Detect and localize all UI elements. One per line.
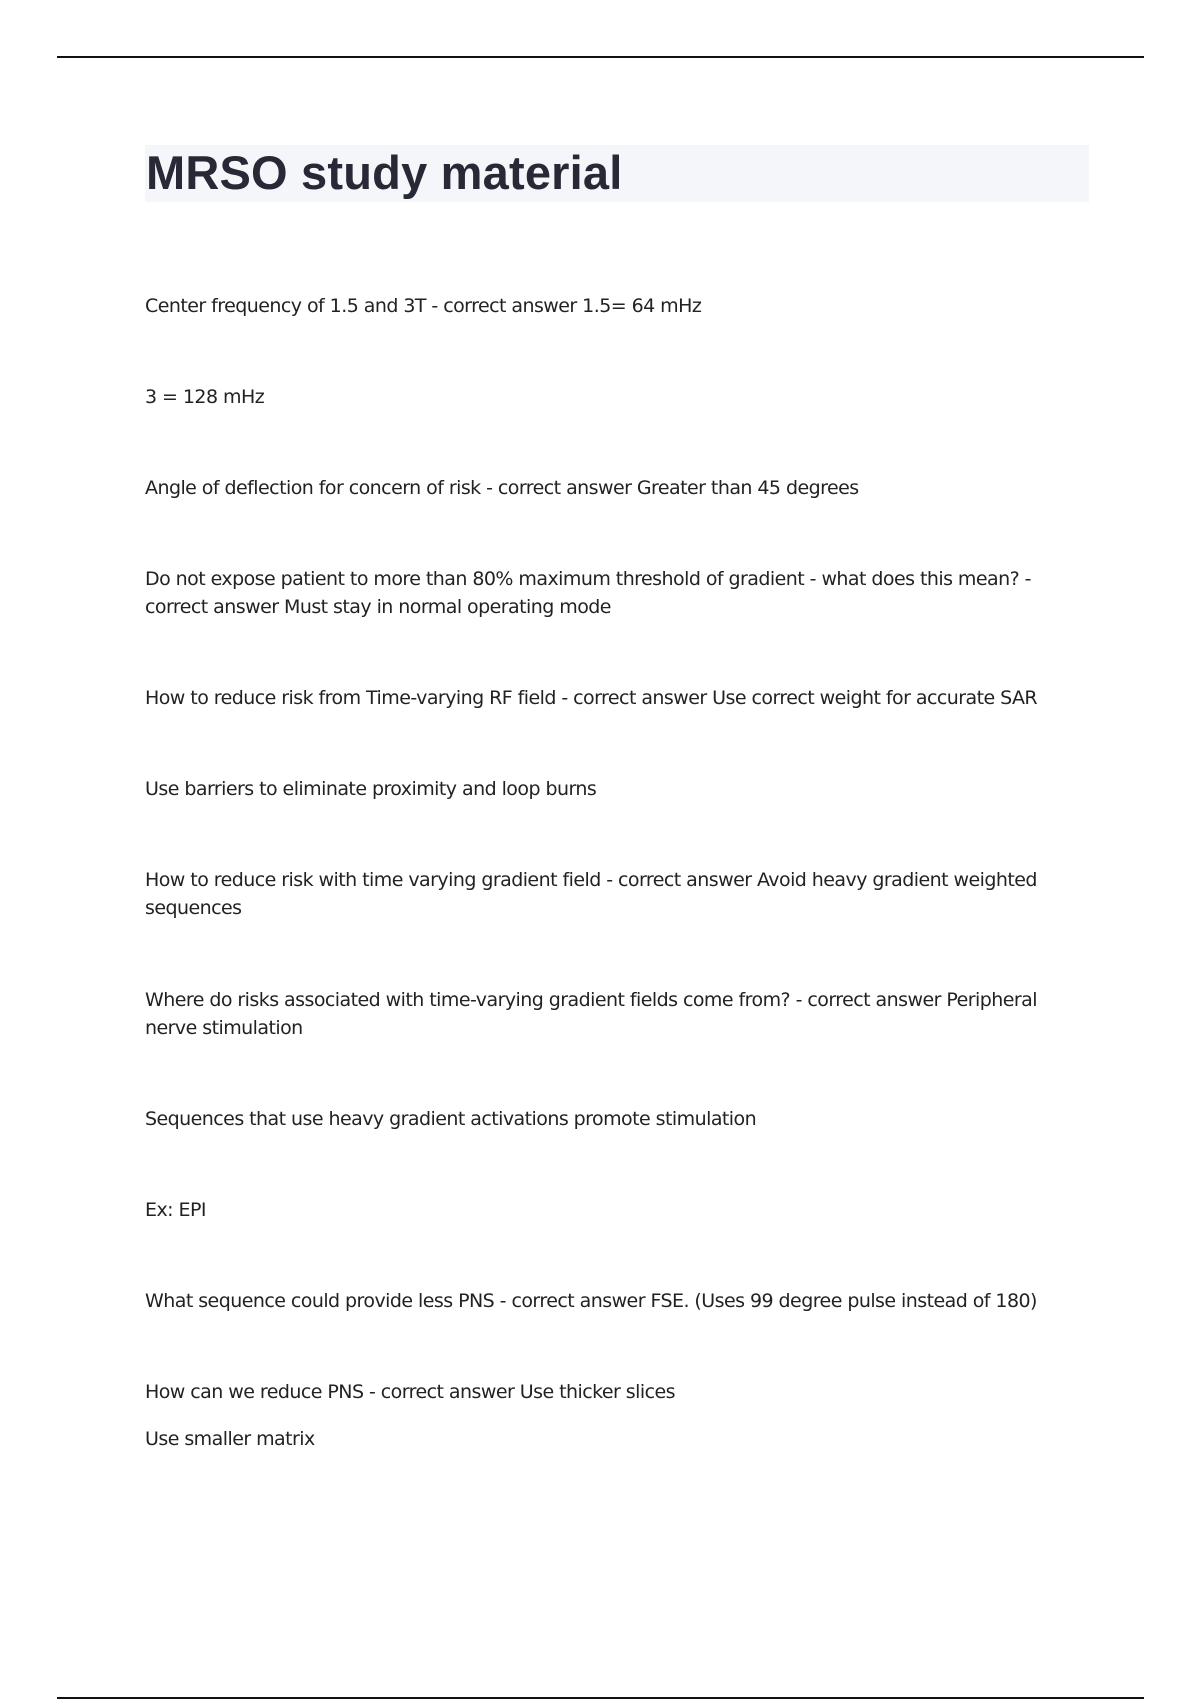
page-title: MRSO study material [146, 146, 623, 199]
qa-entry: 3 = 128 mHz [145, 386, 265, 408]
qa-entry: Ex: EPI [145, 1199, 206, 1221]
qa-entry: How to reduce risk from Time-varying RF field - correct answer Use correct weight for accurate SAR [145, 687, 1038, 709]
qa-entry: What sequence could provide less PNS - correct answer FSE. (Uses 99 degree pulse instead of 180) [145, 1290, 1037, 1312]
qa-entry: Sequences that use heavy gradient activations promote stimulation [145, 1108, 757, 1130]
qa-entry: Where do risks associated with time-varying gradient fields come from? - correct answer Peripheral nerve stimulation [145, 989, 1037, 1039]
qa-entry: Do not expose patient to more than 80% maximum threshold of gradient - what does this mean? - correct answer Must stay in normal operating mode [145, 568, 1031, 618]
qa-entry: How to reduce risk with time varying gradient field - correct answer Avoid heavy gradient weighted sequences [145, 869, 1037, 919]
qa-entry: Use barriers to eliminate proximity and loop burns [145, 778, 597, 800]
page-bottom-rule [57, 1697, 1144, 1699]
page-top-rule [57, 56, 1144, 58]
qa-entry: Center frequency of 1.5 and 3T - correct answer 1.5= 64 mHz [145, 295, 702, 317]
qa-entry: Angle of deflection for concern of risk - correct answer Greater than 45 degrees [145, 477, 859, 499]
qa-entry: Use smaller matrix [145, 1428, 315, 1450]
qa-entry: How can we reduce PNS - correct answer Use thicker slices [145, 1381, 675, 1403]
